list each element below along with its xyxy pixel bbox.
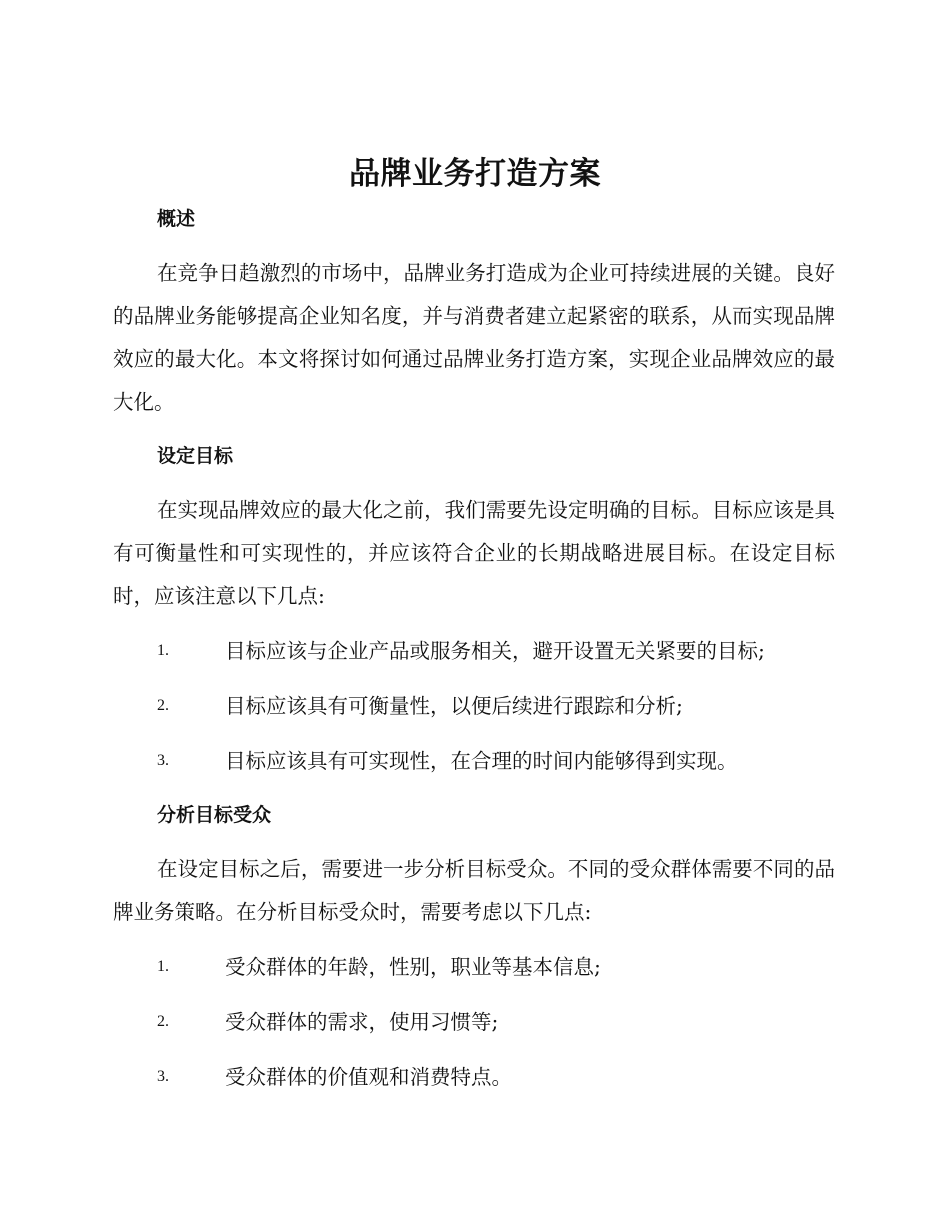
- section-heading-target-audience: 分析目标受众: [157, 804, 272, 826]
- set-goals-list: [157, 636, 837, 801]
- list-item-text: 受众群体的需求，使用习惯等;: [225, 1010, 499, 1034]
- list-item-number: 1.: [157, 958, 169, 975]
- list-item-text: 受众群体的价值观和消费特点。: [225, 1065, 512, 1089]
- list-item-text: 目标应该具有可衡量性，以便后续进行跟踪和分析;: [225, 694, 683, 718]
- list-item-number: 1.: [157, 642, 169, 659]
- list-item-text: 目标应该与企业产品或服务相关，避开设置无关紧要的目标;: [225, 639, 765, 663]
- section-paragraph-overview: 在竞争日趋激烈的市场中，品牌业务打造成为企业可持续进展的关键。良好的品牌业务能够提高企业知名度，并与消费者建立起紧密的联系，从而实现品牌效应的最大化。本文将探讨如何通过品牌业务打造方案，实现企业品牌效应的最大化。: [113, 261, 835, 414]
- list-item: [157, 691, 837, 746]
- list-item: [157, 1007, 837, 1062]
- list-item-number: 3.: [157, 1068, 169, 1085]
- section-heading-set-goals: 设定目标: [157, 445, 234, 467]
- list-item: [157, 1062, 837, 1117]
- section-paragraph-target-audience: 在设定目标之后，需要进一步分析目标受众。不同的受众群体需要不同的品牌业务策略。在分析目标受众时，需要考虑以下几点:: [113, 857, 835, 924]
- target-audience-list: [157, 952, 837, 1117]
- list-item-number: 3.: [157, 752, 169, 769]
- document-title: 品牌业务打造方案: [349, 156, 601, 192]
- list-item: [157, 636, 837, 691]
- list-item: [157, 952, 837, 1007]
- list-item-text: 受众群体的年龄，性别，职业等基本信息;: [225, 955, 601, 979]
- list-item-number: 2.: [157, 1013, 169, 1030]
- section-paragraph-set-goals: 在实现品牌效应的最大化之前，我们需要先设定明确的目标。目标应该是具有可衡量性和可实现性的，并应该符合企业的长期战略进展目标。在设定目标时，应该注意以下几点:: [113, 498, 835, 608]
- section-heading-overview: 概述: [157, 208, 196, 230]
- list-item-number: 2.: [157, 697, 169, 714]
- list-item-text: 目标应该具有可实现性，在合理的时间内能够得到实现。: [225, 749, 738, 773]
- list-item: [157, 746, 837, 801]
